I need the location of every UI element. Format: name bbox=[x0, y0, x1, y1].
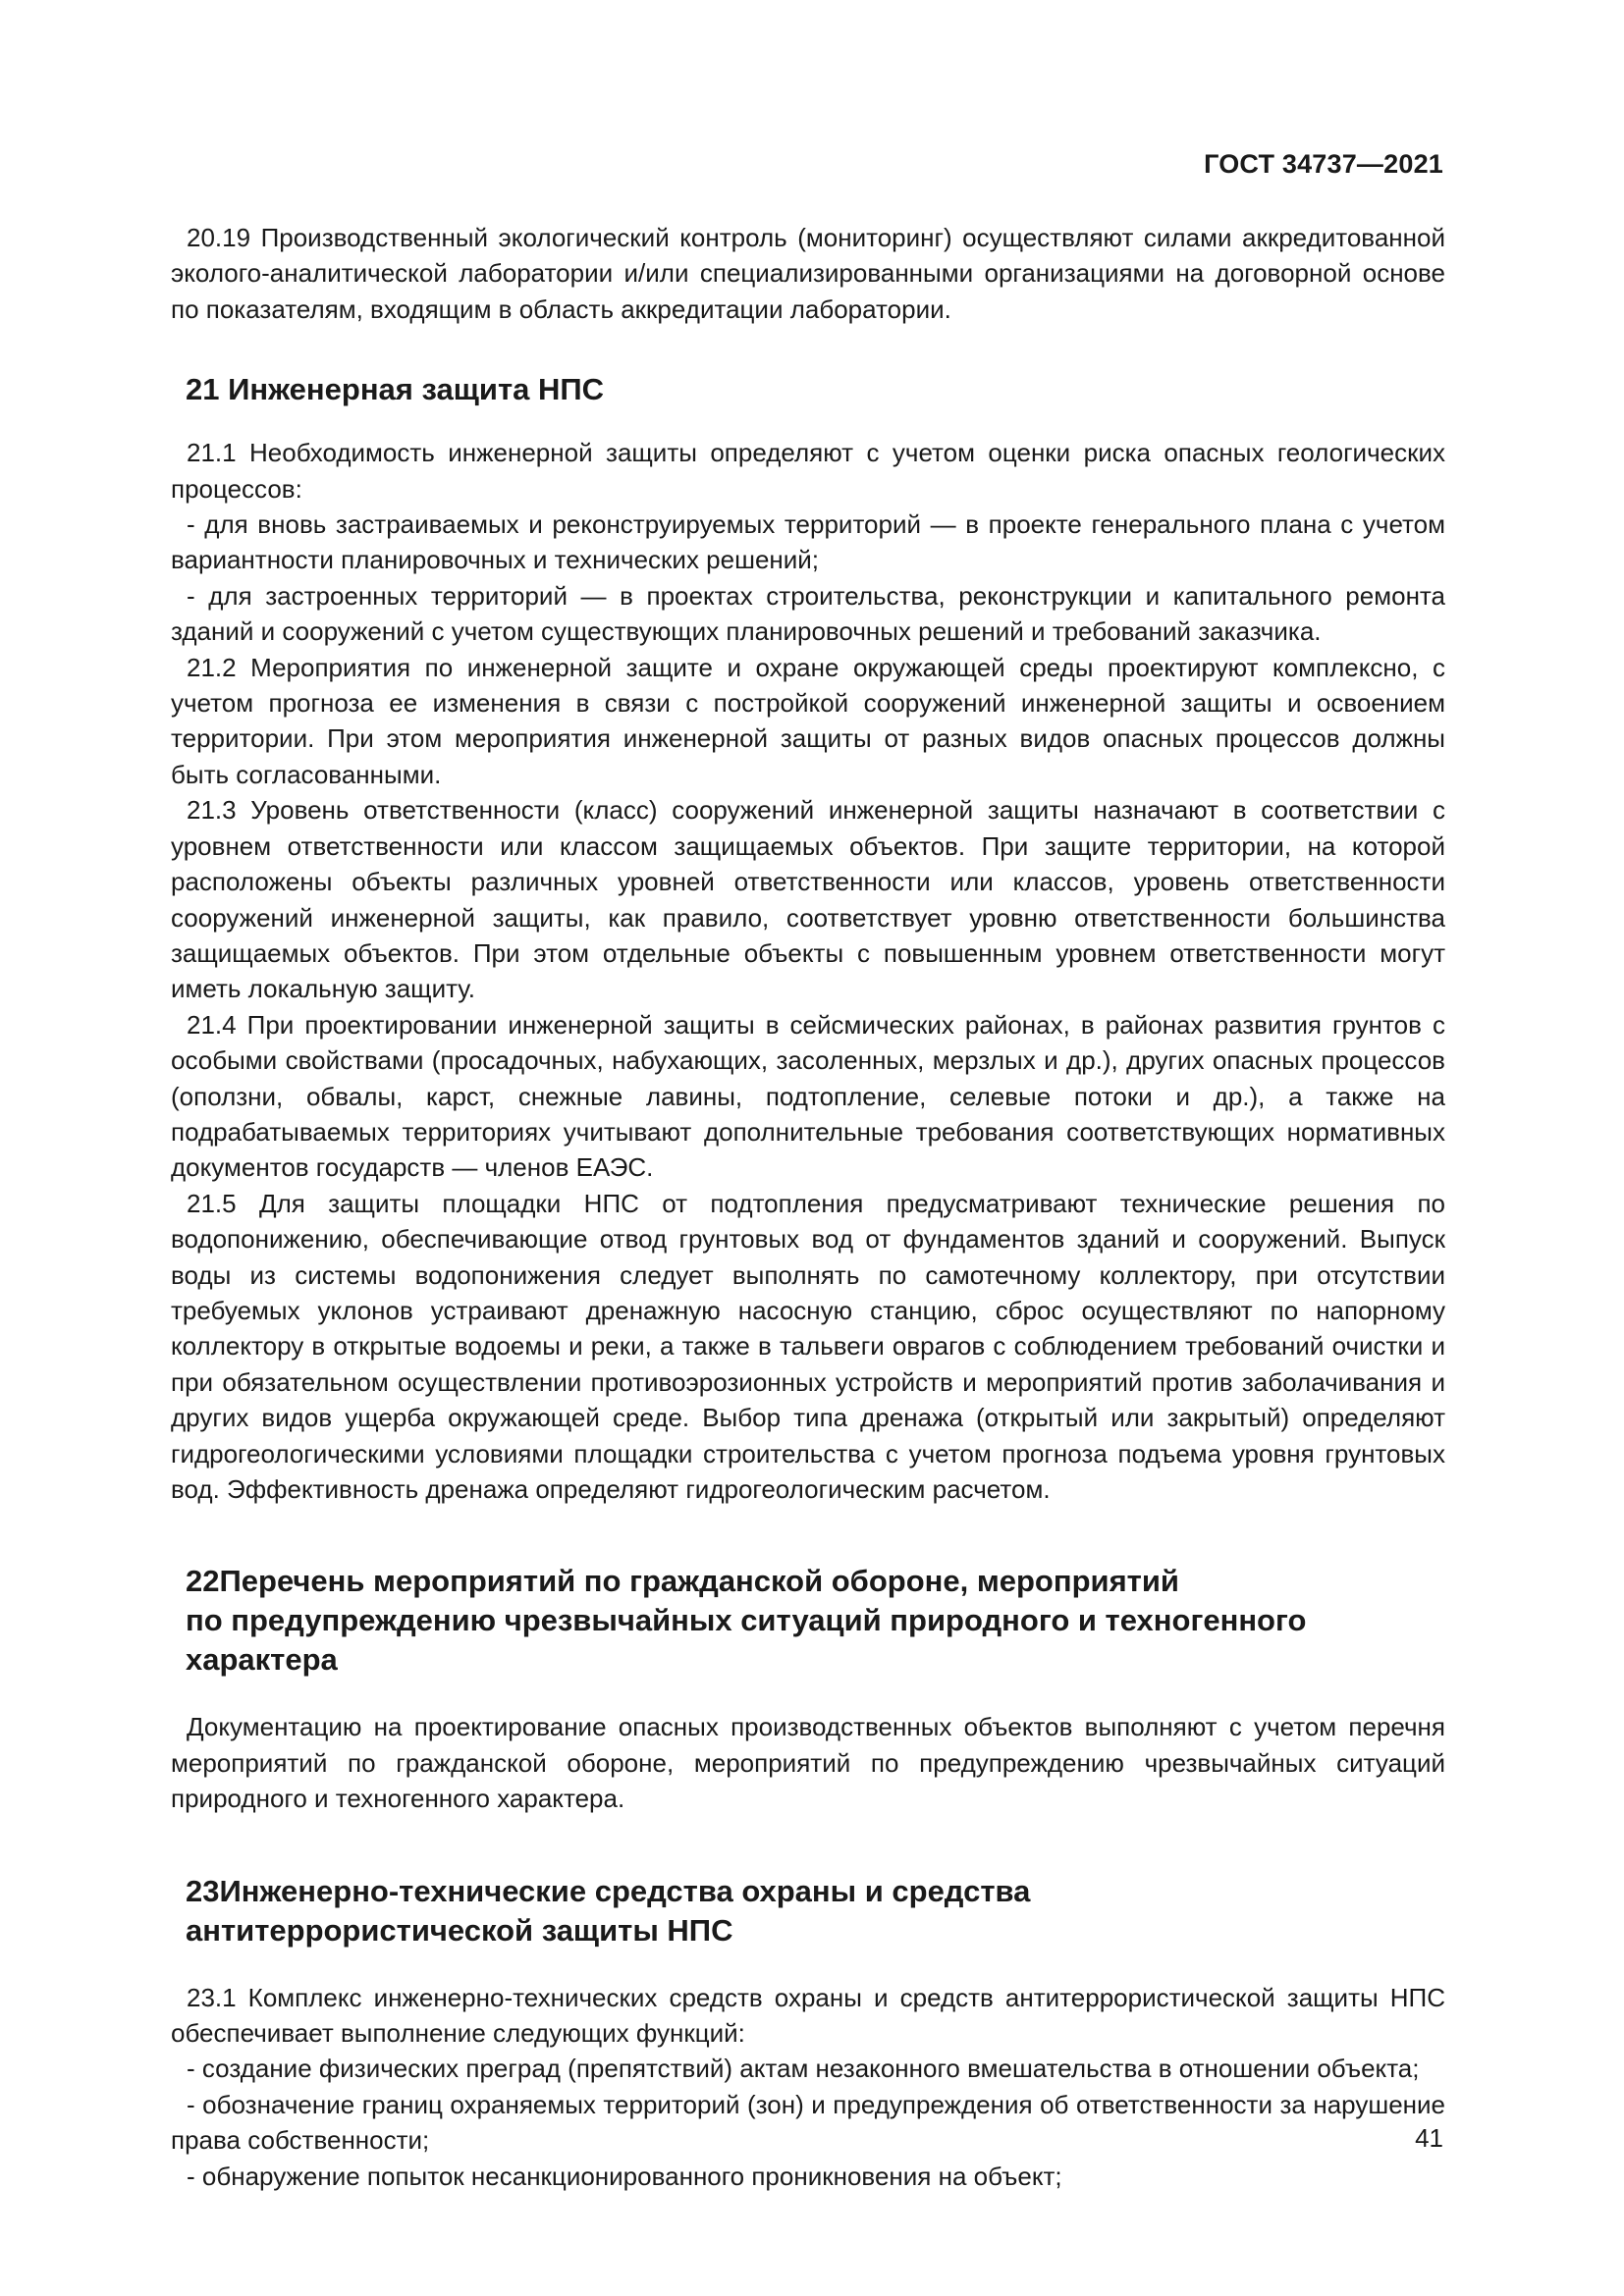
list-item bbox=[171, 2087, 1445, 2159]
section-21-heading bbox=[171, 370, 1445, 409]
paragraph-21-1-text: 21.1 Необходимость инженерной защиты определяют с учетом оценки риска опасных геологических процессов: bbox=[171, 438, 1445, 504]
paragraph-23-1-text: 23.1 Комплекс инженерно-технических средств охраны и средств антитеррористической защиты НПС обеспечивает выполнение следующих функций: bbox=[171, 1982, 1445, 2049]
list-item-text: - для застроенных территорий — в проектах строительства, реконструкции и капитального ремонта зданий и сооружений с учетом существующих планировочных решений и требований заказчика. bbox=[171, 580, 1445, 647]
paragraph-21-5-text: 21.5 Для защиты площадки НПС от подтопления предусматривают технические решения по водопонижению, обеспечивающие отвод грунтовых вод от фундаментов зданий и сооружений. Выпуск воды из системы водопонижения следует выполнять по самотечному коллектору, при отсутствии требуемых уклонов устраивают дренажную насосную станцию, сброс осуществляют по напорному коллектору в открытые водоемы и реки, а также в тальвеги оврагов с соблюдением требований очистки и при обязательном осуществлении противоэрозионных устройств и мероприятий против заболачивания и других видов ущерба окружающей среде. Выбор типа дренажа (открытый или закрытый) определяют гидрогеологическими условиями площадки строительства с учетом прогноза подъема уровня грунтовых вод. Эффективность дренажа определяют гидрогеологическим расчетом. bbox=[171, 1188, 1445, 1504]
section-22-title-line2: по предупреждению чрезвычайных ситуаций природного и техногенного bbox=[186, 1603, 1307, 1638]
list-item bbox=[171, 2159, 1445, 2194]
paragraph-21-2-text: 21.2 Мероприятия по инженерной защите и охране окружающей среды проектируют комплексно, с учетом прогноза ее изменения в связи с постройкой сооружений инженерной защиты и освоением территории. При этом мероприятия инженерной защиты от разных видов опасных процессов должны быть согласованными. bbox=[171, 652, 1445, 789]
standard-code: ГОСТ 34737—2021 bbox=[1204, 149, 1443, 179]
page-content bbox=[171, 220, 1445, 2194]
list-item bbox=[171, 2051, 1445, 2086]
list-item bbox=[171, 507, 1445, 578]
section-22-number: 22 bbox=[186, 1564, 220, 1599]
paragraph-21-1 bbox=[171, 435, 1445, 507]
paragraph-23-1 bbox=[171, 1980, 1445, 2052]
paragraph-20-19 bbox=[171, 220, 1445, 327]
list-item-text: - обнаружение попыток несанкционированного проникновения на объект; bbox=[187, 2161, 1062, 2191]
paragraph-21-3-text: 21.3 Уровень ответственности (класс) сооружений инженерной защиты назначают в соответствии с уровнем ответственности или классом защищаемых объектов. При защите территории, на которой расположены объекты различных уровней ответственности или классов, уровень ответственности сооружений инженерной защиты, как правило, соответствует уровню ответственности большинства защищаемых объектов. При этом отдельные объекты с повышенным уровнем ответственности могут иметь локальную защиту. bbox=[171, 795, 1445, 1004]
paragraph-21-5 bbox=[171, 1186, 1445, 1508]
section-21-title: Инженерная защита НПС bbox=[228, 372, 605, 407]
paragraph-22-1-text: Документацию на проектирование опасных производственных объектов выполняют с учетом перечня мероприятий по гражданской обороне, мероприятий по предупреждению чрезвычайных ситуаций природного и техногенного характера. bbox=[171, 1712, 1445, 1814]
paragraph-22-1 bbox=[171, 1709, 1445, 1816]
paragraph-20-19-text: 20.19 Производственный экологический контроль (мониторинг) осуществляют силами аккредитованной эколого-аналитической лаборатории и/или специализированными организациями на договорной основе по показателям, входящим в область аккредитации лаборатории. bbox=[171, 223, 1445, 324]
section-23-number: 23 bbox=[186, 1873, 220, 1908]
section-22-title-line1: Перечень мероприятий по гражданской обороне, мероприятий bbox=[219, 1564, 1179, 1599]
paragraph-21-4-text: 21.4 При проектировании инженерной защиты в сейсмических районах, в районах развития грунтов с особыми свойствами (просадочных, набухающих, засоленных, мерзлых и др.), других опасных процессов (оползни, обвалы, карст, снежные лавины, подтопление, селевые потоки и др.), а также на подрабатываемых территориях учитывают дополнительные требования соответствующих нормативных документов государств — членов ЕАЭС. bbox=[171, 1009, 1445, 1183]
section-21-number: 21 bbox=[186, 372, 220, 407]
section-23-title-line2: антитеррористической защиты НПС bbox=[186, 1912, 733, 1948]
list-item-text: - создание физических преград (препятствий) актам незаконного вмешательства в отношении объекта; bbox=[187, 2054, 1420, 2084]
list-item-text: - обозначение границ охраняемых территорий (зон) и предупреждения об ответственности за нарушение права собственности; bbox=[171, 2089, 1445, 2156]
list-item-text: - для вновь застраиваемых и реконструируемых территорий — в проекте генерального плана с учетом вариантности планировочных и технических решений; bbox=[171, 509, 1445, 575]
paragraph-21-2 bbox=[171, 650, 1445, 793]
page-number: 41 bbox=[1415, 2123, 1443, 2153]
section-23-title-line1: Инженерно-технические средства охраны и средства bbox=[219, 1873, 1031, 1908]
section-23-heading bbox=[171, 1872, 1445, 1950]
section-22-title-line3: характера bbox=[186, 1642, 338, 1678]
paragraph-21-4 bbox=[171, 1007, 1445, 1186]
section-22-heading bbox=[171, 1562, 1445, 1680]
list-item bbox=[171, 578, 1445, 650]
paragraph-21-3 bbox=[171, 792, 1445, 1006]
